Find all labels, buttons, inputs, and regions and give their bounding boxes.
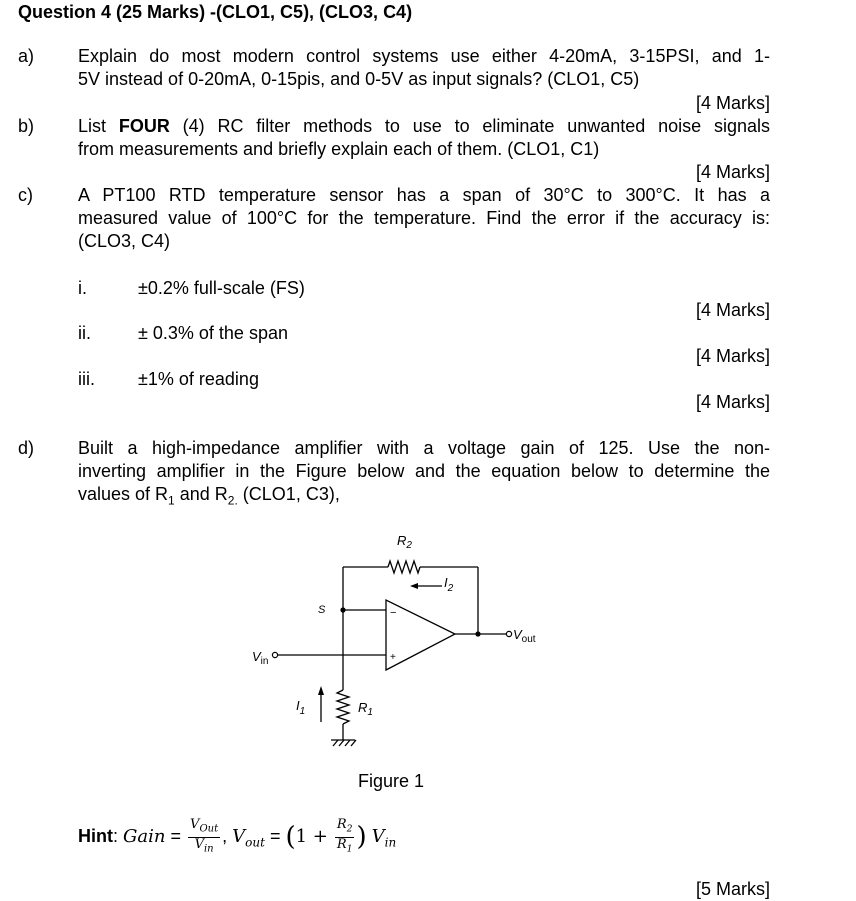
fraction-numerator: $V_{Out}$ <box>188 818 220 838</box>
label-i2: $I_2$ <box>444 575 454 594</box>
part-c-item-ii-num: ii. <box>78 323 91 343</box>
part-c-item-ii-text: ± 0.3% of the span <box>138 323 288 343</box>
part-a-line2: 5V instead of 0-20mA, 0-15pis, and 0-5V as input signals? (CLO1, C5) <box>78 69 640 89</box>
label-s: S <box>318 604 326 616</box>
hint-eq1: = <box>170 825 182 846</box>
i2-arrow-head <box>410 583 418 589</box>
fraction-denominator: $V_{in}$ <box>194 836 214 855</box>
r2-resistor <box>388 561 420 573</box>
label-minus: − <box>390 607 397 619</box>
part-b-marks: [4 Marks] <box>695 162 770 182</box>
part-b-label: b) <box>18 116 35 136</box>
label-vin: $V_{in}$ <box>252 649 269 667</box>
hint-comma: , <box>222 825 228 846</box>
part-c-item-i-text: ±0.2% full-scale (FS) <box>138 278 305 298</box>
part-c-item-iii-text: ±1% of reading <box>138 369 259 389</box>
part-d-marks: [5 Marks] <box>695 879 770 899</box>
r-fraction-denominator: $R_1$ <box>336 836 353 855</box>
question-title: Question 4 (25 Marks) -(CLO1, C5), (CLO3, C4) <box>18 2 413 22</box>
ground-hatch-1 <box>333 740 338 746</box>
vout-terminal <box>506 631 511 636</box>
part-d-text-b: and R <box>174 484 228 504</box>
part-c-label: c) <box>18 185 33 205</box>
part-b-line2: from measurements and briefly explain each of them. (CLO1, C1) <box>78 139 600 159</box>
part-c-line3: (CLO3, C4) <box>78 231 171 251</box>
vin-terminal <box>272 652 277 657</box>
part-b-bold: FOUR <box>118 116 170 136</box>
hint-vin: $V_{in}$ <box>371 825 397 850</box>
label-i1: $I_1$ <box>296 698 306 717</box>
ground-hatch-4 <box>351 740 356 746</box>
label-r2: $R_2$ <box>397 533 412 551</box>
part-b-text-post: (4) RC filter methods to use to eliminate unwanted noise signals <box>169 116 770 136</box>
part-c-line1: A PT100 RTD temperature sensor has a span of 30°C to 300°C. It has a <box>78 185 770 205</box>
part-d-sub1: 1 <box>168 493 175 508</box>
hint-open-paren: ( <box>285 822 296 853</box>
part-d-text-c: (CLO1, C3), <box>237 484 340 504</box>
figure-caption: Figure 1 <box>358 771 425 791</box>
node-s-dot <box>340 607 345 612</box>
part-c-item-i-num: i. <box>78 278 87 298</box>
hint-eq2: = <box>269 825 281 846</box>
ground-hatch-3 <box>345 740 350 746</box>
part-a-label: a) <box>18 46 35 66</box>
hint-gain: Gain <box>123 825 166 847</box>
label-plus: + <box>390 652 396 663</box>
part-d-line1: Built a high-impedance amplifier with a voltage gain of 125. Use the non- <box>78 438 770 458</box>
label-vout: $V_{out}$ <box>513 627 536 645</box>
part-a-marks: [4 Marks] <box>695 93 770 113</box>
hint-colon: : <box>113 825 119 846</box>
label-r1: $R_1$ <box>358 700 373 718</box>
hint-equation <box>78 818 396 858</box>
part-a-line1: Explain do most modern control systems use either 4-20mA, 3-15PSI, and 1- <box>78 46 770 66</box>
part-c-line2: measured value of 100°C for the temperature. Find the error if the accuracy is: <box>78 208 770 228</box>
part-c-item-i-marks: [4 Marks] <box>695 300 770 320</box>
hint-label: Hint <box>78 825 113 846</box>
hint-gain-fraction <box>188 818 220 856</box>
hint-vout: $V_{out}$ <box>232 825 265 850</box>
part-b-text-pre: List <box>78 116 119 136</box>
part-c-item-iii-marks: [4 Marks] <box>695 392 770 412</box>
part-d-line2: inverting amplifier in the Figure below and the equation below to determine the <box>78 461 770 481</box>
part-d-label: d) <box>18 438 35 458</box>
node-out-dot <box>475 631 480 636</box>
r1-resistor <box>337 690 349 724</box>
i1-arrow-head <box>318 686 324 695</box>
part-c-item-iii-num: iii. <box>78 369 95 389</box>
hint-one-plus: 1 + <box>295 825 328 847</box>
hint-close-paren: ) <box>356 822 367 853</box>
part-c-item-ii-marks: [4 Marks] <box>695 346 770 366</box>
hint-r-fraction <box>335 818 355 856</box>
part-d-text-a: values of R <box>78 484 169 504</box>
r-fraction-numerator: $R_2$ <box>335 818 355 838</box>
part-d-sub2: 2. <box>227 493 238 508</box>
ground-hatch-2 <box>339 740 344 746</box>
